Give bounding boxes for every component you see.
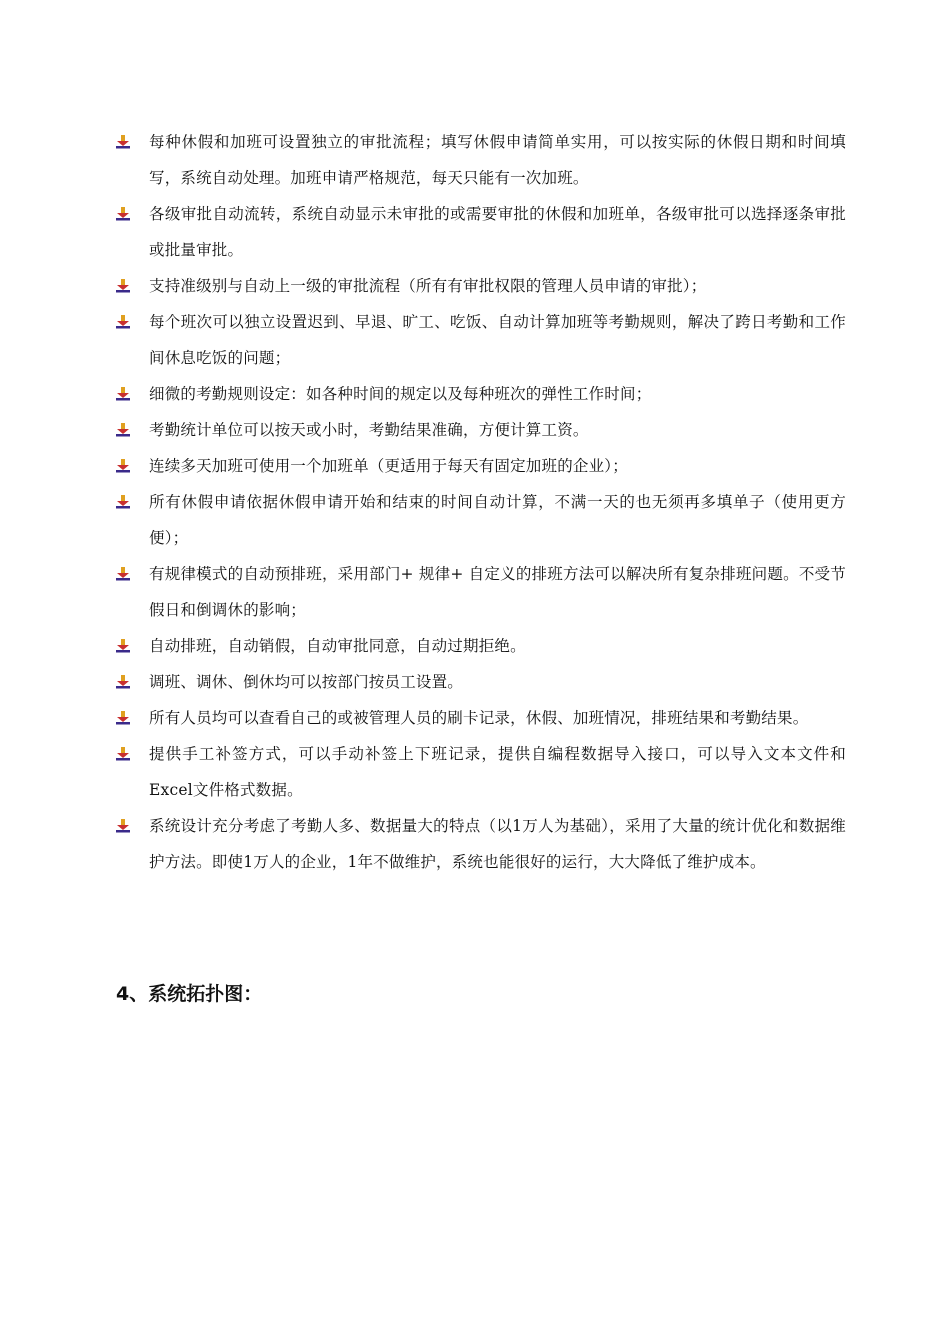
bullet-arrow-icon — [116, 819, 130, 833]
list-item — [116, 700, 846, 736]
bullet-arrow-icon — [116, 711, 130, 725]
list-item-text: 连续多天加班可使用一个加班单（更适用于每天有固定加班的企业）； — [149, 457, 628, 475]
bullet-arrow-icon — [116, 423, 130, 437]
list-item-text: 自动排班，自动销假，自动审批同意，自动过期拒绝。 — [149, 637, 526, 655]
list-item — [116, 412, 846, 448]
bullet-arrow-icon — [116, 207, 130, 221]
list-item-text: 所有人员均可以查看自己的或被管理人员的刷卡记录，休假、加班情况，排班结果和考勤结果。 — [149, 709, 809, 727]
bullet-arrow-icon — [116, 315, 130, 329]
list-item-text: 系统设计充分考虑了考勤人多、数据量大的特点（以1万人为基础），采用了大量的统计优化和数据维护方法。即使1万人的企业，1年不做维护，系统也能很好的运行，大大降低了维护成本。 — [149, 817, 846, 871]
list-item — [116, 628, 846, 664]
list-item-text: 所有休假申请依据休假申请开始和结束的时间自动计算，不满一天的也无须再多填单子（使用更方便）； — [149, 493, 846, 547]
bullet-arrow-icon — [116, 639, 130, 653]
feature-bullet-list — [116, 124, 846, 880]
list-item-text: 细微的考勤规则设定：如各种时间的规定以及每种班次的弹性工作时间； — [149, 385, 652, 403]
list-item-text: 每种休假和加班可设置独立的审批流程；填写休假申请简单实用，可以按实际的休假日期和时间填写，系统自动处理。加班申请严格规范，每天只能有一次加班。 — [149, 133, 846, 187]
bullet-arrow-icon — [116, 279, 130, 293]
list-item — [116, 304, 846, 376]
list-item — [116, 268, 846, 304]
list-item — [116, 448, 846, 484]
list-item-text: 调班、调休、倒休均可以按部门按员工设置。 — [149, 673, 464, 691]
bullet-arrow-icon — [116, 567, 130, 581]
section-heading: 4、系统拓扑图： — [116, 983, 263, 1005]
bullet-arrow-icon — [116, 675, 130, 689]
list-item — [116, 664, 846, 700]
bullet-arrow-icon — [116, 387, 130, 401]
list-item — [116, 808, 846, 880]
list-item-text: 有规律模式的自动预排班，采用部门+ 规律+ 自定义的排班方法可以解决所有复杂排班问题。不受节假日和倒调休的影响； — [149, 565, 846, 619]
list-item — [116, 736, 846, 808]
bullet-arrow-icon — [116, 747, 130, 761]
list-item-text: 每个班次可以独立设置迟到、早退、旷工、吃饭、自动计算加班等考勤规则，解决了跨日考勤和工作间休息吃饭的问题； — [149, 313, 846, 367]
bullet-arrow-icon — [116, 495, 130, 509]
list-item-text: 各级审批自动流转，系统自动显示未审批的或需要审批的休假和加班单，各级审批可以选择逐条审批或批量审批。 — [149, 205, 846, 259]
list-item-text: 支持准级别与自动上一级的审批流程（所有有审批权限的管理人员申请的审批）； — [149, 277, 707, 295]
list-item-text: 考勤统计单位可以按天或小时，考勤结果准确，方便计算工资。 — [149, 421, 589, 439]
bullet-arrow-icon — [116, 135, 130, 149]
bullet-arrow-icon — [116, 459, 130, 473]
list-item-text: 提供手工补签方式，可以手动补签上下班记录，提供自编程数据导入接口，可以导入文本文件和Excel文件格式数据。 — [149, 745, 846, 799]
list-item — [116, 556, 846, 628]
list-item — [116, 124, 846, 196]
list-item — [116, 196, 846, 268]
list-item — [116, 484, 846, 556]
list-item — [116, 376, 846, 412]
